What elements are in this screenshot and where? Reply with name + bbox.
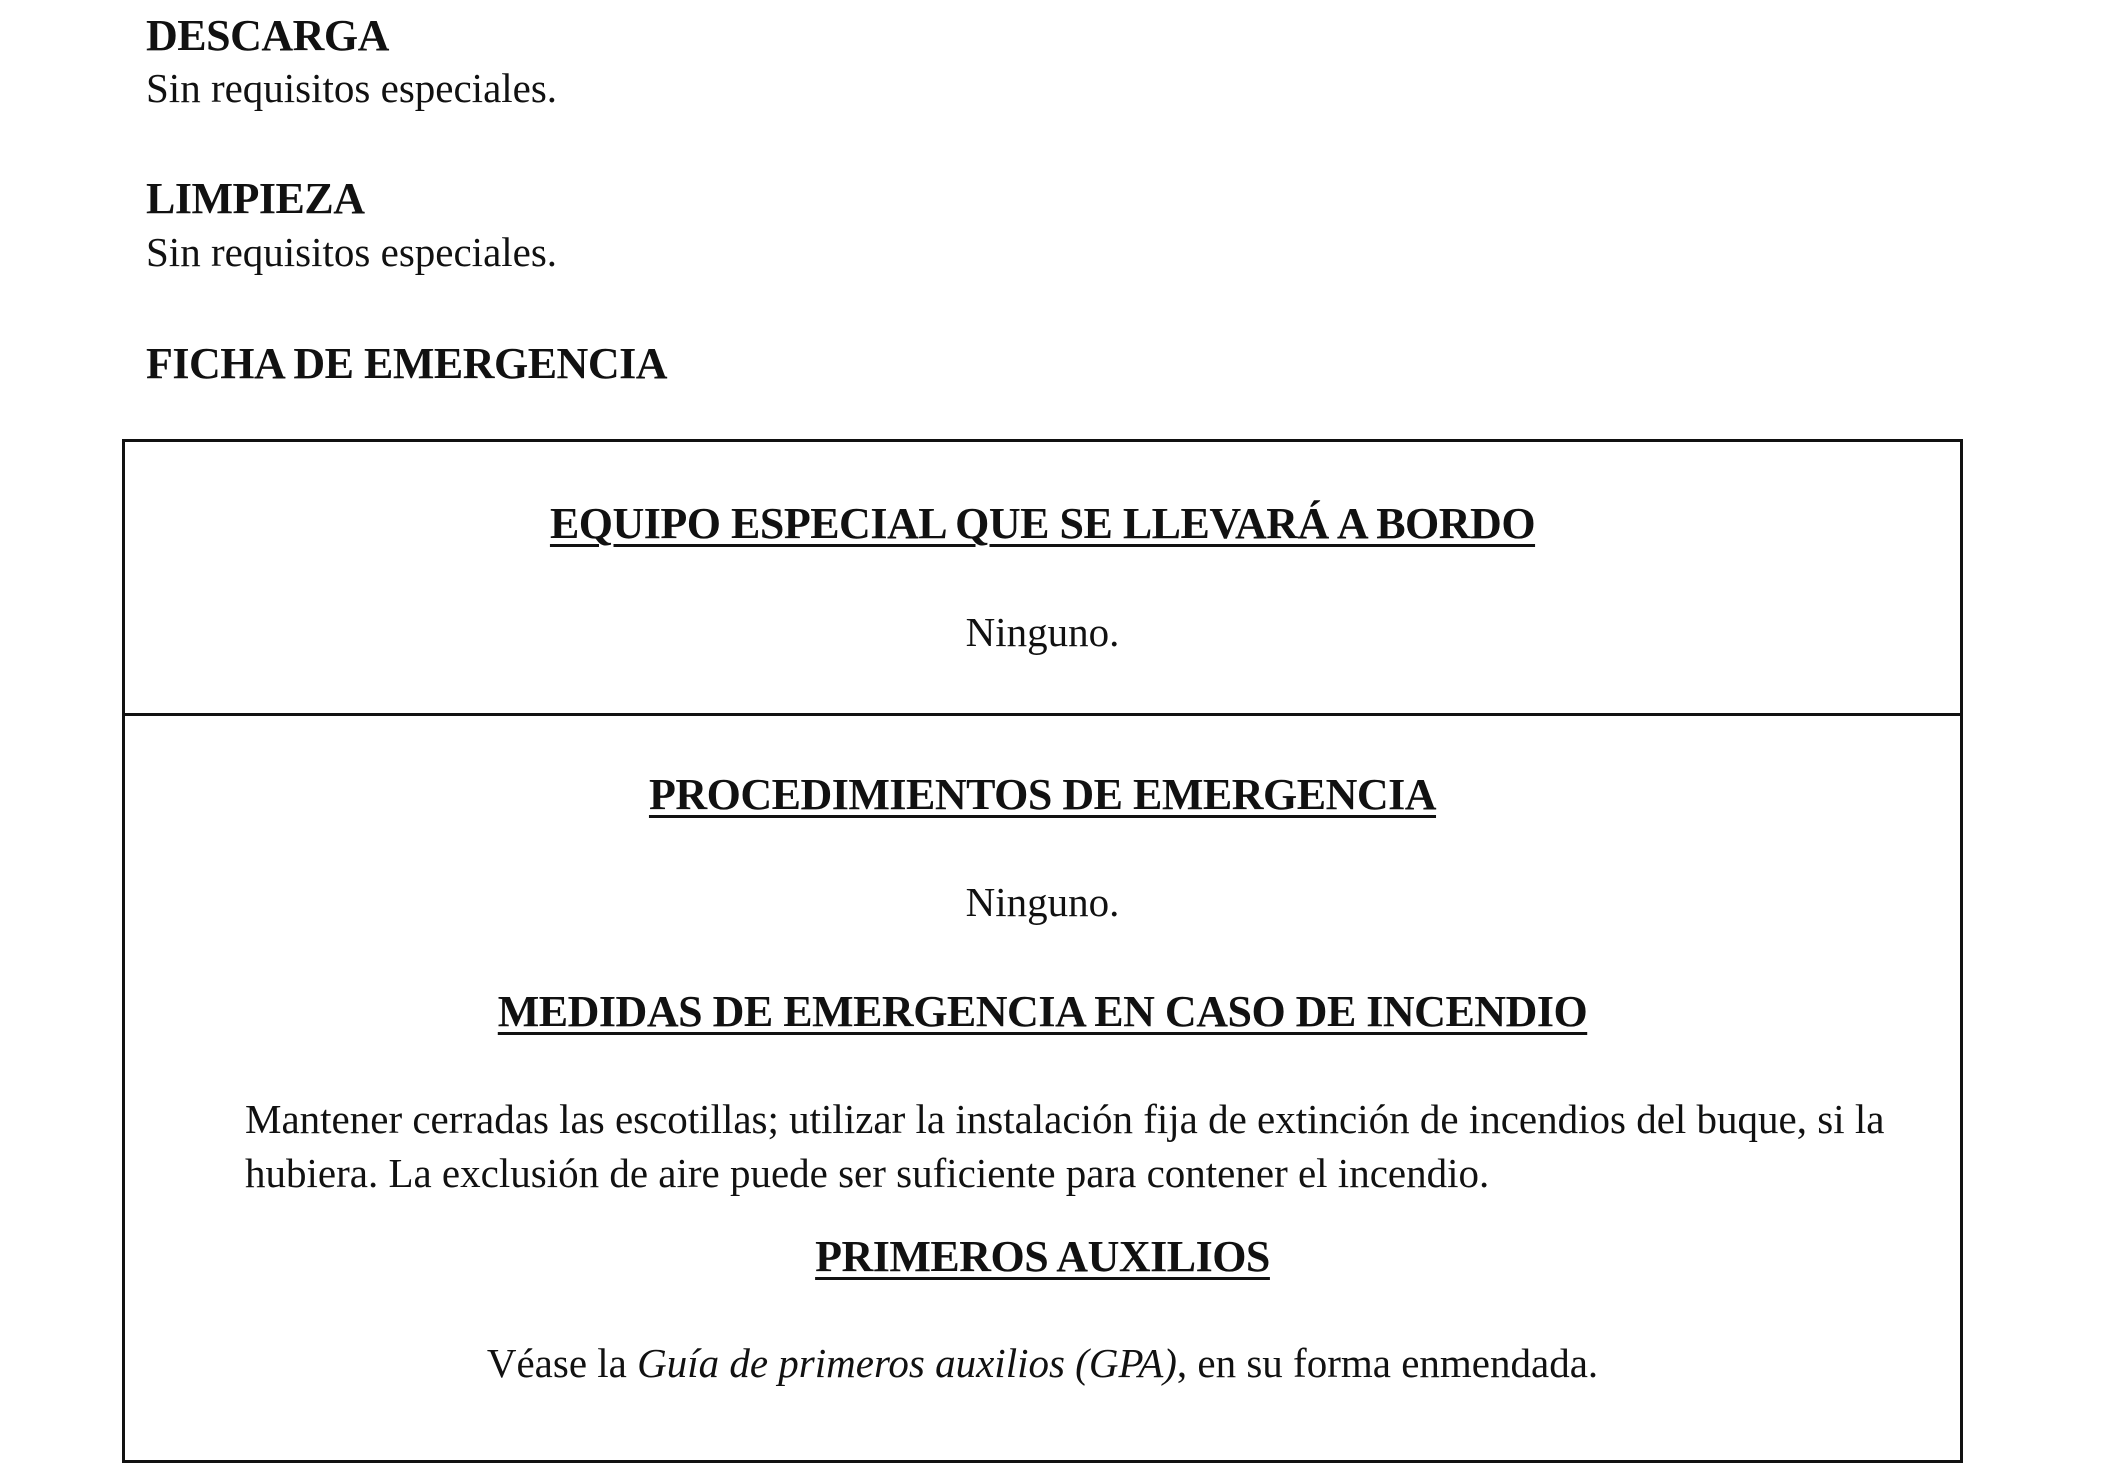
primeros-auxilios-text (125, 1340, 1960, 1386)
procedimientos-heading: PROCEDIMIENTOS DE EMERGENCIA (648, 770, 1437, 819)
box-divider (125, 713, 1960, 716)
limpieza-text: Sin requisitos especiales. (146, 229, 558, 275)
auxilios-text-before: Véase la (486, 1340, 638, 1386)
ficha-emergencia-heading: FICHA DE EMERGENCIA (146, 339, 667, 388)
emergency-card-box (122, 439, 1963, 1463)
primeros-auxilios-heading: PRIMEROS AUXILIOS (815, 1232, 1270, 1281)
guia-primeros-auxilios-reference: Guía de primeros auxilios (GPA) (637, 1340, 1177, 1386)
auxilios-text-after: , en su forma enmendada. (1176, 1340, 1599, 1386)
procedimientos-text: Ninguno. (965, 879, 1120, 925)
limpieza-heading: LIMPIEZA (146, 174, 365, 223)
descarga-text: Sin requisitos especiales. (146, 65, 558, 111)
equipo-especial-heading: EQUIPO ESPECIAL QUE SE LLEVARÁ A BORDO (549, 499, 1536, 548)
equipo-especial-text: Ninguno. (965, 609, 1120, 655)
medidas-incendio-text: Mantener cerradas las escotillas; utilizar la instalación fija de extinción de incendios del buque, si la hubiera. La exclusión de aire puede ser suficiente para contener el incendio. (245, 1096, 1885, 1196)
descarga-heading: DESCARGA (146, 11, 389, 60)
medidas-incendio-heading: MEDIDAS DE EMERGENCIA EN CASO DE INCENDIO (497, 987, 1588, 1036)
